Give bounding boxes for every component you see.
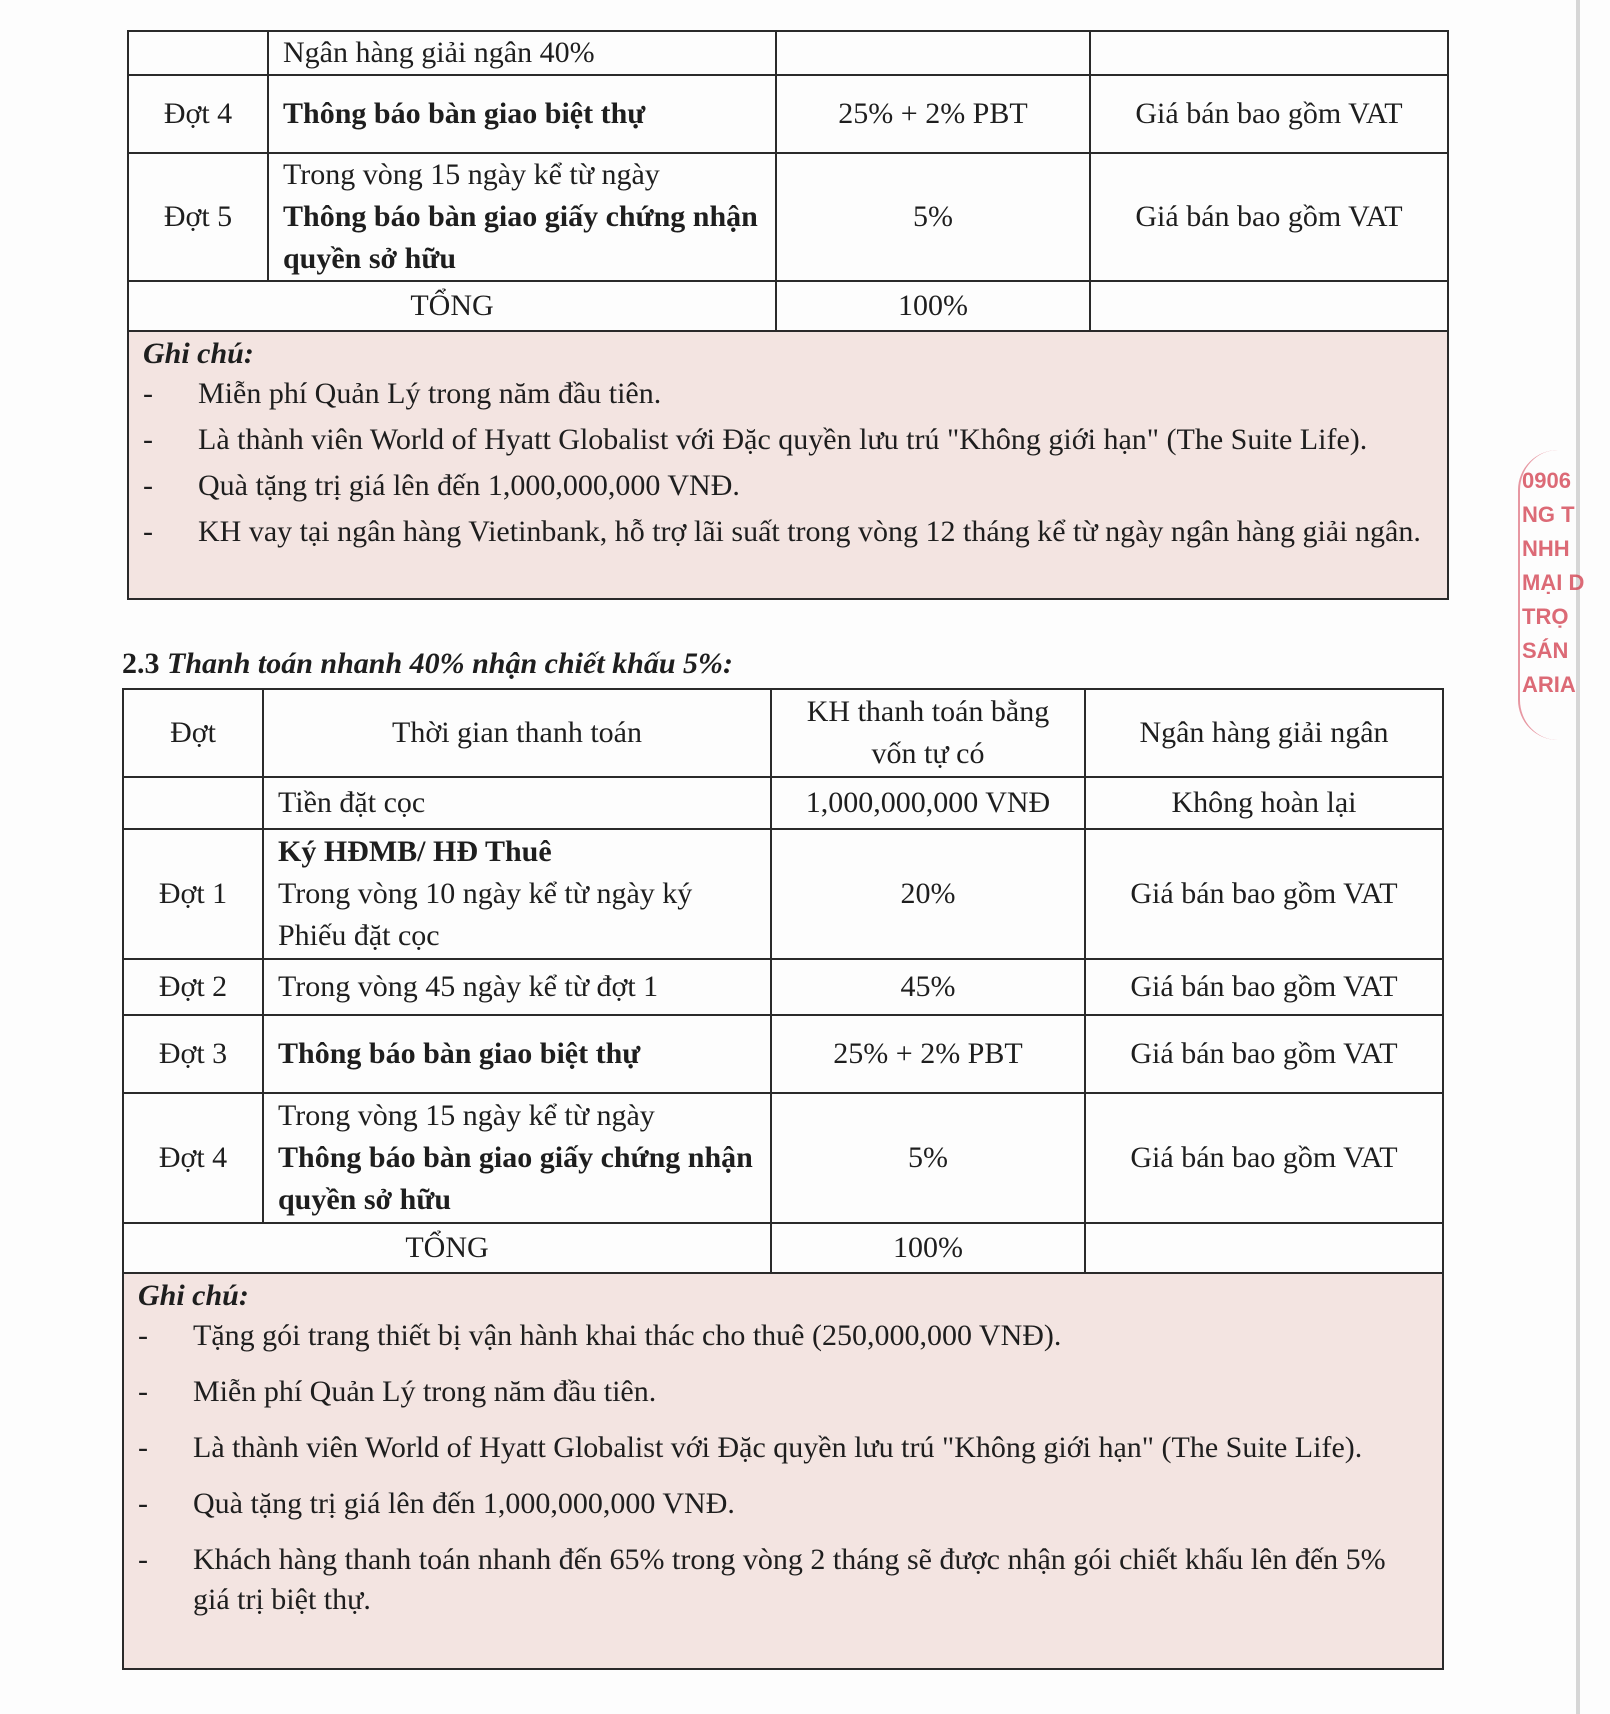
stamp-line: MẠI D (1522, 570, 1585, 595)
bank-disbursement-cell: Giá bán bao gồm VAT (1085, 1093, 1443, 1223)
self-funded-cell: 5% (776, 153, 1090, 281)
installment-cell: Đợt 5 (128, 153, 268, 281)
header-self: KH thanh toán bằng vốn tự có (771, 689, 1085, 777)
payment-time-text: Trong vòng 45 ngày kể từ đợt 1 (278, 970, 659, 1003)
note-item: - Là thành viên World of Hyatt Globalist với Đặc quyền lưu trú "Không giới hạn" (The Suite Life). (138, 1428, 1428, 1468)
total-empty-cell (1090, 281, 1448, 331)
payment-time-cell (263, 1015, 771, 1093)
table-body (128, 31, 1448, 281)
table-row (128, 31, 1448, 75)
section-number: 2.3 (122, 647, 160, 680)
payment-time-cell (263, 829, 771, 959)
installment-cell: Đợt 4 (128, 75, 268, 153)
stamp-line: SÁN (1522, 638, 1569, 663)
payment-time-cell (263, 959, 771, 1015)
table-row (123, 1093, 1443, 1223)
page-edge-rule (1576, 0, 1580, 1714)
table-row (123, 777, 1443, 829)
self-funded-cell: 25% + 2% PBT (776, 75, 1090, 153)
payment-time-cell (268, 75, 776, 153)
self-funded-cell: 25% + 2% PBT (771, 1015, 1085, 1093)
notes-list (138, 1316, 1428, 1620)
total-value: 100% (771, 1223, 1085, 1273)
total-value: 100% (776, 281, 1090, 331)
bank-disbursement-cell: Giá bán bao gồm VAT (1090, 153, 1448, 281)
payment-time-text: Trong vòng 15 ngày kể từ ngày (283, 158, 660, 191)
payment-milestone: Ký HĐMB/ HĐ Thuê (278, 835, 552, 868)
payment-time-cell (268, 153, 776, 281)
header-time: Thời gian thanh toán (263, 689, 771, 777)
table-row (123, 1015, 1443, 1093)
installment-cell (123, 777, 263, 829)
stamp-line: NG T (1522, 502, 1575, 527)
note-item: - Tặng gói trang thiết bị vận hành khai thác cho thuê (250,000,000 VNĐ). (138, 1316, 1428, 1356)
header-bank: Ngân hàng giải ngân (1085, 689, 1443, 777)
bank-disbursement-cell: Giá bán bao gồm VAT (1085, 829, 1443, 959)
note-item: - Quà tặng trị giá lên đến 1,000,000,000 VNĐ. (138, 1484, 1428, 1524)
payment-time-cell (263, 777, 771, 829)
installment-cell: Đợt 2 (123, 959, 263, 1015)
table-row (128, 153, 1448, 281)
table-row (123, 959, 1443, 1015)
stamp-line: ARIA (1522, 672, 1576, 697)
payment-time-text: Trong vòng 15 ngày kể từ ngày (278, 1099, 655, 1132)
bank-disbursement-cell (1090, 31, 1448, 75)
note-item: - Là thành viên World of Hyatt Globalist với Đặc quyền lưu trú "Không giới hạn" (The Suite Life). (143, 420, 1433, 460)
table-body (123, 777, 1443, 1223)
stamp-line: NHH (1522, 536, 1570, 561)
payment-time-text: Ngân hàng giải ngân 40% (283, 36, 595, 69)
table-row (128, 75, 1448, 153)
notes-cell (123, 1273, 1443, 1669)
notes-row (128, 331, 1448, 599)
payment-milestone: Thông báo bàn giao giấy chứng nhận quyền sở hữu (283, 200, 758, 275)
total-row (128, 281, 1448, 331)
payment-time-text: Tiền đặt cọc (278, 786, 426, 819)
stamp-line: TRỌ (1522, 604, 1569, 629)
bank-disbursement-cell: Giá bán bao gồm VAT (1090, 75, 1448, 153)
payment-time-cell (263, 1093, 771, 1223)
self-funded-cell: 1,000,000,000 VNĐ (771, 777, 1085, 829)
bank-disbursement-cell: Giá bán bao gồm VAT (1085, 1015, 1443, 1093)
self-funded-cell: 20% (771, 829, 1085, 959)
installment-cell: Đợt 4 (123, 1093, 263, 1223)
payment-milestone: Thông báo bàn giao giấy chứng nhận quyền sở hữu (278, 1141, 753, 1216)
header-row (123, 689, 1443, 777)
header-dot: Đợt (123, 689, 263, 777)
note-title: Ghi chú: (143, 337, 254, 370)
note-item: - Miễn phí Quản Lý trong năm đầu tiên. (138, 1372, 1428, 1412)
self-funded-cell (776, 31, 1090, 75)
total-row (123, 1223, 1443, 1273)
bank-disbursement-cell: Không hoàn lại (1085, 777, 1443, 829)
self-funded-cell: 45% (771, 959, 1085, 1015)
notes-row (123, 1273, 1443, 1669)
fast-payment-table (122, 688, 1444, 1670)
note-title: Ghi chú: (138, 1279, 249, 1312)
notes-cell (128, 331, 1448, 599)
section-heading (122, 644, 733, 684)
notes-list (143, 374, 1433, 552)
total-label: TỔNG (123, 1223, 771, 1273)
installment-cell: Đợt 1 (123, 829, 263, 959)
stamp-text (1522, 464, 1584, 702)
payment-milestone: Thông báo bàn giao biệt thự (283, 97, 646, 130)
note-item: - KH vay tại ngân hàng Vietinbank, hỗ trợ lãi suất trong vòng 12 tháng kể từ ngày ngân hàng giải ngân. (143, 512, 1433, 552)
installment-cell (128, 31, 268, 75)
note-item: - Quà tặng trị giá lên đến 1,000,000,000 VNĐ. (143, 466, 1433, 506)
stamp-line: 0906 (1522, 468, 1571, 493)
total-empty-cell (1085, 1223, 1443, 1273)
total-label: TỔNG (128, 281, 776, 331)
payment-time-cell (268, 31, 776, 75)
payment-milestone: Thông báo bàn giao biệt thự (278, 1037, 641, 1070)
section-title: Thanh toán nhanh 40% nhận chiết khấu 5%: (167, 647, 734, 680)
table-row (123, 829, 1443, 959)
payment-time-text: Trong vòng 10 ngày kể từ ngày ký Phiếu đặt cọc (278, 877, 693, 952)
note-item: - Khách hàng thanh toán nhanh đến 65% trong vòng 2 tháng sẽ được nhận gói chiết khấu lên đến 5% giá trị biệt thự. (138, 1540, 1428, 1620)
red-seal-stamp (1518, 450, 1585, 740)
bank-disbursement-cell: Giá bán bao gồm VAT (1085, 959, 1443, 1015)
payment-table-continued (127, 30, 1449, 600)
note-item: - Miễn phí Quản Lý trong năm đầu tiên. (143, 374, 1433, 414)
self-funded-cell: 5% (771, 1093, 1085, 1223)
installment-cell: Đợt 3 (123, 1015, 263, 1093)
